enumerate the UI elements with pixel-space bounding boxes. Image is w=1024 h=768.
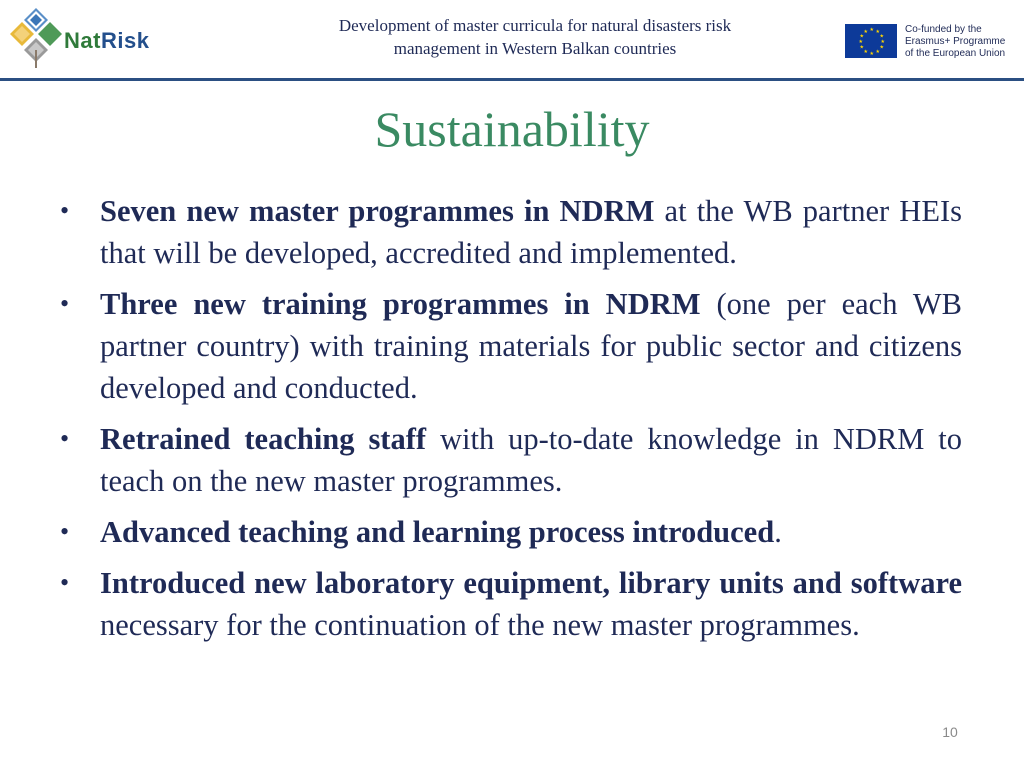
bullet-text: (one per each WB partner country) with training materials for public sector and citizens developed and conducted. <box>100 287 962 405</box>
svg-text:★: ★ <box>875 49 880 55</box>
svg-text:★: ★ <box>875 29 880 35</box>
bullet-bold-text: Retrained teaching staff <box>100 422 427 456</box>
bullet-list <box>60 190 962 655</box>
project-title <box>270 14 800 60</box>
bullet-bold-text: Introduced new laboratory equipment, library units and software <box>100 566 962 600</box>
page-number: 10 <box>942 724 958 740</box>
bullet-text: at the WB partner HEIs that will be developed, accredited and implemented. <box>100 194 962 270</box>
bullet-bold-text: Seven new master programmes in NDRM <box>100 194 655 228</box>
header-divider <box>0 78 1024 81</box>
bullet-item <box>60 562 962 646</box>
project-title-line-1: Development of master curricula for natural disasters risk <box>338 16 732 35</box>
bullet-item <box>60 418 962 502</box>
eu-flag-icon <box>845 24 897 58</box>
slide-header <box>0 0 1024 80</box>
bullet-icon: • <box>60 517 70 546</box>
svg-text:★: ★ <box>879 33 884 40</box>
svg-text:★: ★ <box>869 27 874 33</box>
slide-title: Sustainability <box>374 101 650 157</box>
logo-wordmark: NatRisk <box>64 28 150 53</box>
svg-text:★: ★ <box>863 49 868 55</box>
bullet-icon: • <box>60 289 70 318</box>
bullet-text: with up-to-date knowledge in NDRM to teach on the new master programmes. <box>100 422 962 498</box>
bullet-item <box>60 283 962 409</box>
svg-text:★: ★ <box>863 29 868 35</box>
bullet-text: . <box>774 515 782 549</box>
svg-text:★: ★ <box>869 51 874 57</box>
bullet-text: necessary for the continuation of the new master programmes. <box>100 608 860 642</box>
svg-text:★: ★ <box>880 39 885 45</box>
natrisk-logo <box>6 6 166 72</box>
bullet-item <box>60 511 962 553</box>
bullet-icon: • <box>60 568 70 597</box>
bullet-item <box>60 190 962 274</box>
svg-text:★: ★ <box>859 44 864 51</box>
natrisk-logo-icon <box>6 6 66 72</box>
eu-cofunding-text: Co-funded by the Erasmus+ Programme of the European Union <box>905 24 1006 59</box>
bullet-bold-text: Advanced teaching and learning process introduced <box>100 515 775 549</box>
eu-cofunding-badge <box>845 24 1024 58</box>
svg-text:★: ★ <box>879 44 884 51</box>
project-title-line-2: management in Western Balkan countries <box>393 39 677 58</box>
bullet-bold-text: Three new training programmes in NDRM <box>100 287 701 321</box>
svg-text:★: ★ <box>858 39 863 45</box>
bullet-icon: • <box>60 196 70 225</box>
svg-text:★: ★ <box>859 33 864 40</box>
bullet-icon: • <box>60 424 70 453</box>
